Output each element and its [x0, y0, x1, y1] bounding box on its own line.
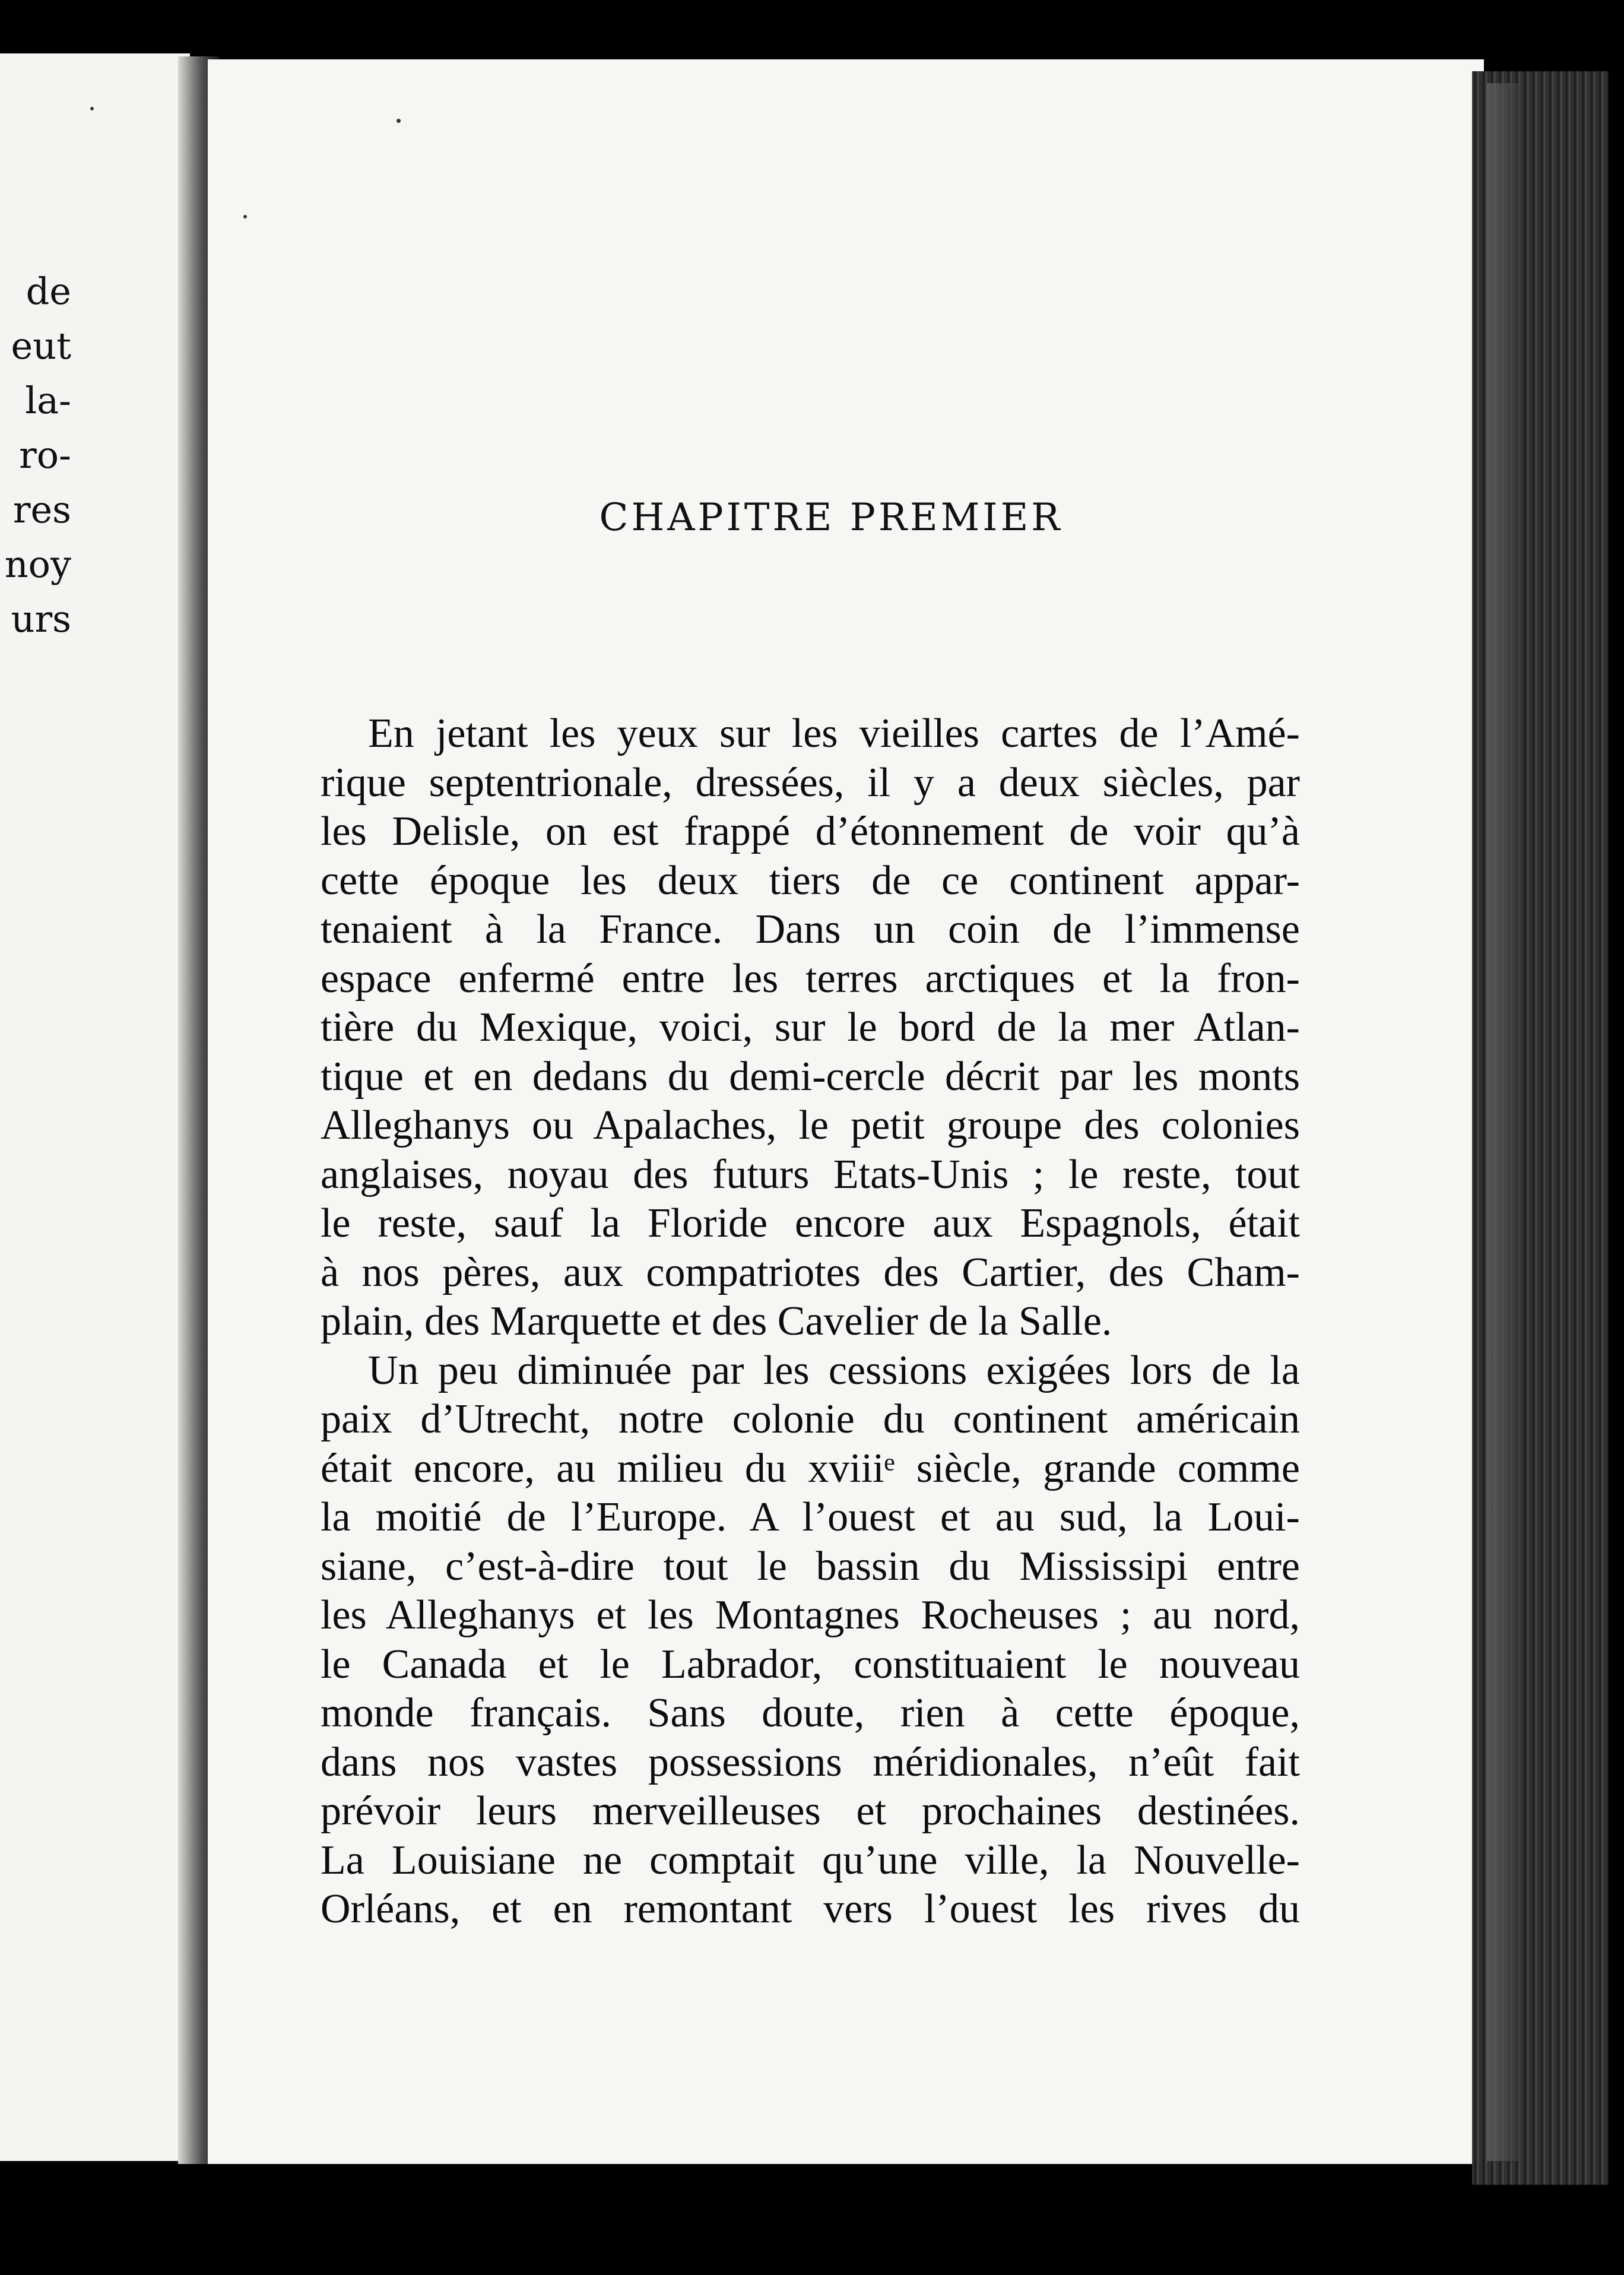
text-line: Alleghanys ou Apalaches, le petit groupe des colonies [321, 1102, 1300, 1148]
left-fragment: de [26, 270, 71, 313]
text-line: Orléans, et en remontant vers l’ouest les rives du [321, 1886, 1300, 1932]
left-fragment: noy [4, 543, 71, 586]
text-line: prévoir leurs merveilleuses et prochaines destinées. [321, 1788, 1300, 1834]
paragraph-1 [321, 709, 1300, 1346]
text-line: plain, des Marquette et des Cavelier de la Salle. [321, 1298, 1112, 1344]
text-line: paix d’Utrecht, notre colonie du continent américain [321, 1396, 1300, 1442]
scan-speck [90, 107, 94, 110]
text-line: siane, c’est-à-dire tout le bassin du Mississipi entre [321, 1543, 1300, 1589]
text-line: le Canada et le Labrador, constituaient le nouveau [321, 1641, 1300, 1687]
left-fragment: urs [11, 597, 71, 641]
text-line: le reste, sauf la Floride encore aux Espagnols, était [321, 1200, 1300, 1246]
left-fragment: eut [11, 324, 71, 367]
text-line: les Alleghanys et les Montagnes Rocheuses ; au nord, [321, 1592, 1300, 1638]
scan-speck [397, 119, 401, 123]
chapter-body [321, 709, 1300, 1934]
text-line: dans nos vastes possessions méridionales, n’eût fait [321, 1739, 1300, 1785]
text-line: à nos pères, aux compatriotes des Cartier, des Cham- [321, 1249, 1300, 1295]
left-fragment: res [12, 488, 71, 531]
chapter-title: CHAPITRE PREMIER [599, 496, 1063, 540]
page-stack-highlight [1487, 83, 1520, 2161]
scan-speck [243, 215, 247, 218]
text-line: tique et en dedans du demi-cercle décrit par les monts [321, 1053, 1300, 1100]
left-page-text-fragments [0, 264, 71, 647]
text-line: tière du Mexique, voici, sur le bord de la mer Atlan- [321, 1005, 1300, 1050]
text-line: Un peu diminuée par les cessions exigées lors de la [368, 1347, 1300, 1393]
text-line: était encore, au milieu du xviiiᵉ siècle, grande comme [321, 1445, 1300, 1491]
text-line: anglaises, noyau des futurs Etats-Unis ; le reste, tout [321, 1151, 1300, 1197]
text-line: La Louisiane ne comptait qu’une ville, la Nouvelle- [321, 1837, 1300, 1883]
text-line: rique septentrionale, dressées, il y a deux siècles, par [321, 759, 1300, 806]
text-line: cette époque les deux tiers de ce continent appar- [321, 857, 1300, 904]
left-fragment: ro- [19, 433, 71, 477]
text-line: monde français. Sans doute, rien à cette époque, [321, 1690, 1300, 1736]
paragraph-2 [321, 1346, 1300, 1934]
text-line: la moitié de l’Europe. A l’ouest et au sud, la Loui- [321, 1494, 1300, 1540]
left-fragment: la- [25, 379, 71, 422]
text-line: les Delisle, on est frappé d’étonnement de voir qu’à [321, 809, 1300, 854]
text-line: espace enfermé entre les terres arctiques et la fron- [321, 955, 1300, 1002]
text-line: tenaient à la France. Dans un coin de l’immense [321, 907, 1300, 952]
text-line: En jetant les yeux sur les vieilles cartes de l’Amé- [368, 711, 1300, 756]
